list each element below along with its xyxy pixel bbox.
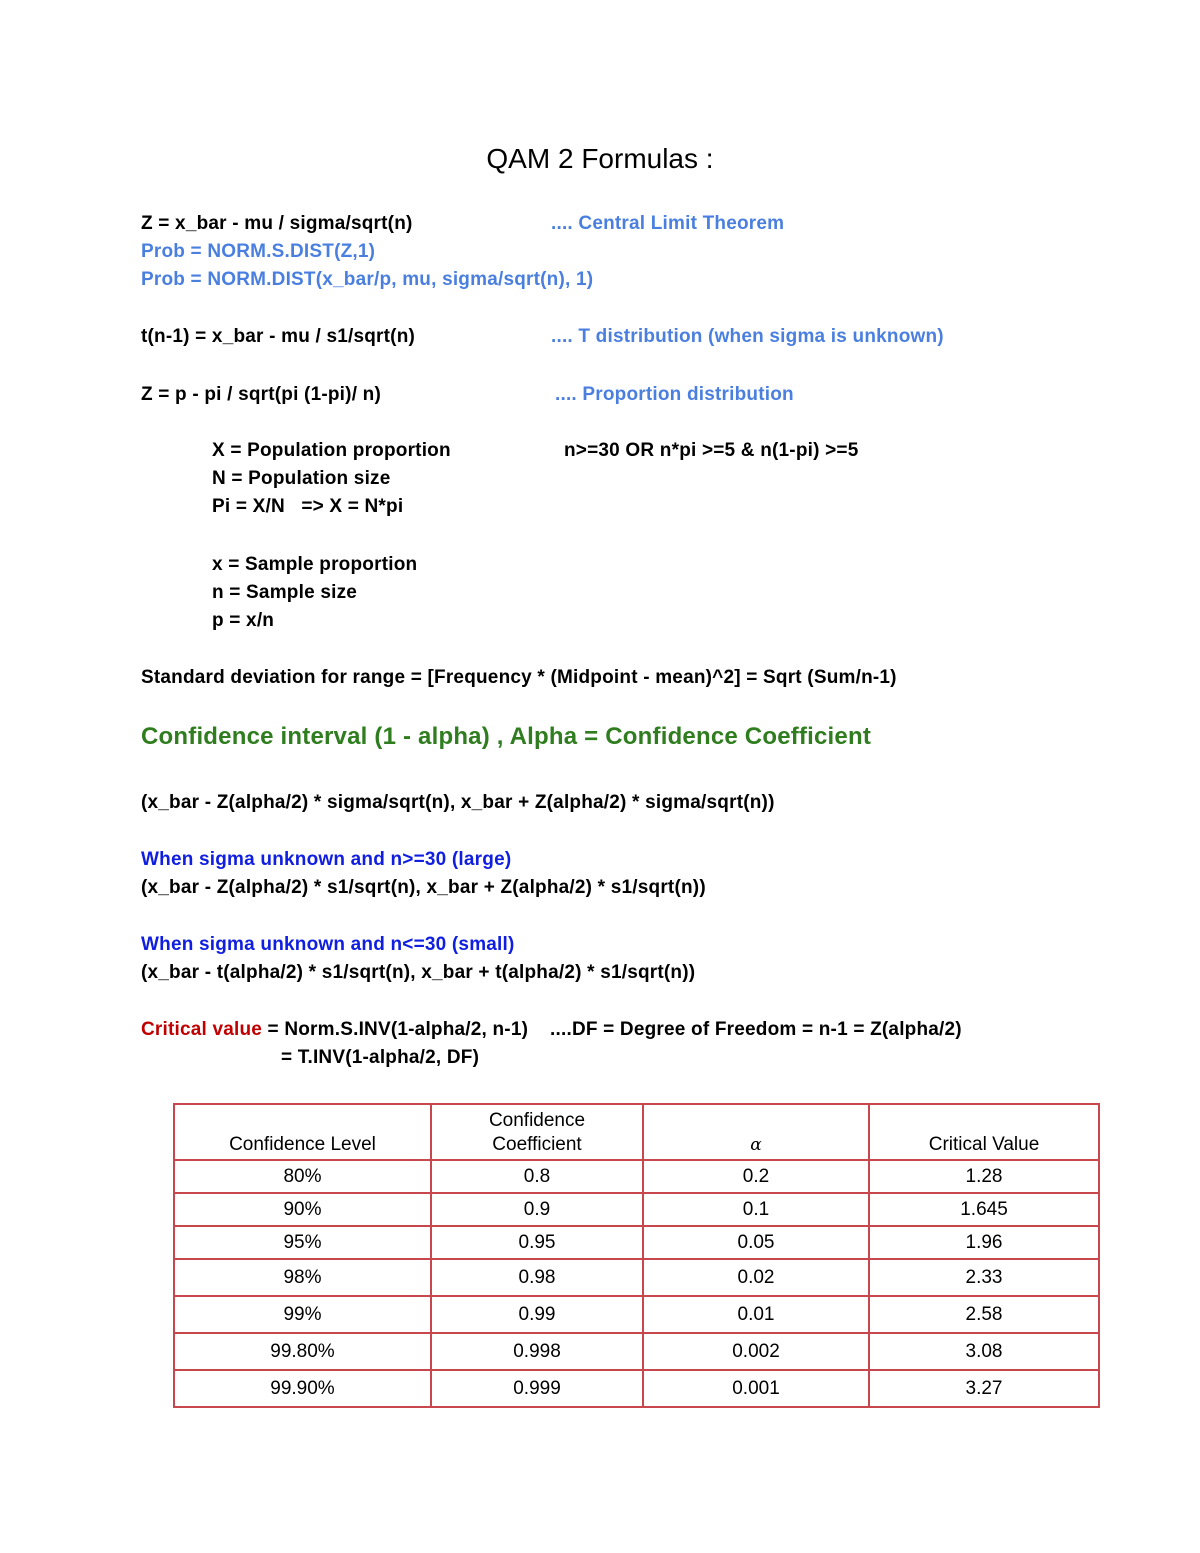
- cell-level: 80%: [174, 1160, 431, 1193]
- cell-level: 95%: [174, 1226, 431, 1259]
- cell-level: 99%: [174, 1296, 431, 1333]
- cell-level: 98%: [174, 1259, 431, 1296]
- t-formula: t(n-1) = x_bar - mu / s1/sqrt(n): [141, 326, 416, 347]
- critical-value-tinv: = T.INV(1-alpha/2, DF): [281, 1047, 480, 1068]
- clt-note: .... Central Limit Theorem: [551, 213, 785, 234]
- t-note: .... T distribution (when sigma is unknown): [551, 326, 944, 347]
- table-row: [174, 1370, 1099, 1407]
- table-row: [174, 1193, 1099, 1226]
- population-size: N = Population size: [212, 468, 391, 489]
- ci-large-label: When sigma unknown and n>=30 (large): [141, 849, 512, 870]
- cell-coefficient: 0.999: [431, 1370, 643, 1407]
- sample-proportion: x = Sample proportion: [212, 554, 418, 575]
- cell-alpha: 0.01: [643, 1296, 869, 1333]
- sample-size: n = Sample size: [212, 582, 358, 603]
- std-dev-formula: Standard deviation for range = [Frequency * (Midpoint - mean)^2] = Sqrt (Sum/n-1): [141, 667, 897, 688]
- ci-small-formula: (x_bar - t(alpha/2) * s1/sqrt(n), x_bar + t(alpha/2) * s1/sqrt(n)): [141, 962, 696, 983]
- cell-alpha: 0.002: [643, 1333, 869, 1370]
- table-row: [174, 1333, 1099, 1370]
- proportion-note: .... Proportion distribution: [555, 384, 794, 405]
- cell-coefficient: 0.8: [431, 1160, 643, 1193]
- cell-critical: 3.27: [869, 1370, 1099, 1407]
- table-row: [174, 1259, 1099, 1296]
- population-proportion: X = Population proportion: [212, 440, 451, 461]
- critical-value-line: [141, 1019, 962, 1041]
- cell-alpha: 0.1: [643, 1193, 869, 1226]
- table-row: [174, 1226, 1099, 1259]
- cell-critical: 3.08: [869, 1333, 1099, 1370]
- cell-coefficient: 0.998: [431, 1333, 643, 1370]
- ci-heading: Confidence interval (1 - alpha) , Alpha = Confidence Coefficient: [141, 723, 872, 750]
- cell-alpha: 0.2: [643, 1160, 869, 1193]
- cell-coefficient: 0.99: [431, 1296, 643, 1333]
- critical-value-table: [173, 1103, 1100, 1408]
- ci-small-label: When sigma unknown and n<=30 (small): [141, 934, 515, 955]
- cell-critical: 2.33: [869, 1259, 1099, 1296]
- proportion-condition: n>=30 OR n*pi >=5 & n(1-pi) >=5: [564, 440, 859, 461]
- table-row: [174, 1296, 1099, 1333]
- cell-coefficient: 0.9: [431, 1193, 643, 1226]
- header-confidence-level: Confidence Level: [174, 1104, 431, 1160]
- header-critical-value: Critical Value: [869, 1104, 1099, 1160]
- cell-critical: 2.58: [869, 1296, 1099, 1333]
- sample-p: p = x/n: [212, 610, 275, 631]
- page-title: QAM 2 Formulas :: [486, 143, 714, 174]
- cell-critical: 1.28: [869, 1160, 1099, 1193]
- header-confidence-coefficient: Confidence Coefficient: [431, 1104, 643, 1160]
- cell-coefficient: 0.95: [431, 1226, 643, 1259]
- cell-alpha: 0.05: [643, 1226, 869, 1259]
- critical-value-formula: = Norm.S.INV(1-alpha/2, n-1) ....DF = Degree of Freedom = n-1 = Z(alpha/2): [262, 1019, 962, 1040]
- cell-critical: 1.96: [869, 1226, 1099, 1259]
- cell-alpha: 0.001: [643, 1370, 869, 1407]
- cell-critical: 1.645: [869, 1193, 1099, 1226]
- cell-level: 99.80%: [174, 1333, 431, 1370]
- header-alpha: α: [643, 1104, 869, 1160]
- cell-level: 90%: [174, 1193, 431, 1226]
- clt-prob-standard: Prob = NORM.S.DIST(Z,1): [141, 241, 376, 262]
- clt-prob-normal: Prob = NORM.DIST(x_bar/p, mu, sigma/sqrt(n), 1): [141, 269, 594, 290]
- clt-formula: Z = x_bar - mu / sigma/sqrt(n): [141, 213, 413, 234]
- cell-coefficient: 0.98: [431, 1259, 643, 1296]
- cell-alpha: 0.02: [643, 1259, 869, 1296]
- critical-value-label: Critical value: [141, 1019, 263, 1040]
- table-row: [174, 1160, 1099, 1193]
- cell-level: 99.90%: [174, 1370, 431, 1407]
- proportion-formula: Z = p - pi / sqrt(pi (1-pi)/ n): [141, 384, 381, 405]
- population-pi: Pi = X/N => X = N*pi: [212, 496, 404, 517]
- ci-known-formula: (x_bar - Z(alpha/2) * sigma/sqrt(n), x_bar + Z(alpha/2) * sigma/sqrt(n)): [141, 792, 775, 813]
- ci-large-formula: (x_bar - Z(alpha/2) * s1/sqrt(n), x_bar + Z(alpha/2) * s1/sqrt(n)): [141, 877, 706, 898]
